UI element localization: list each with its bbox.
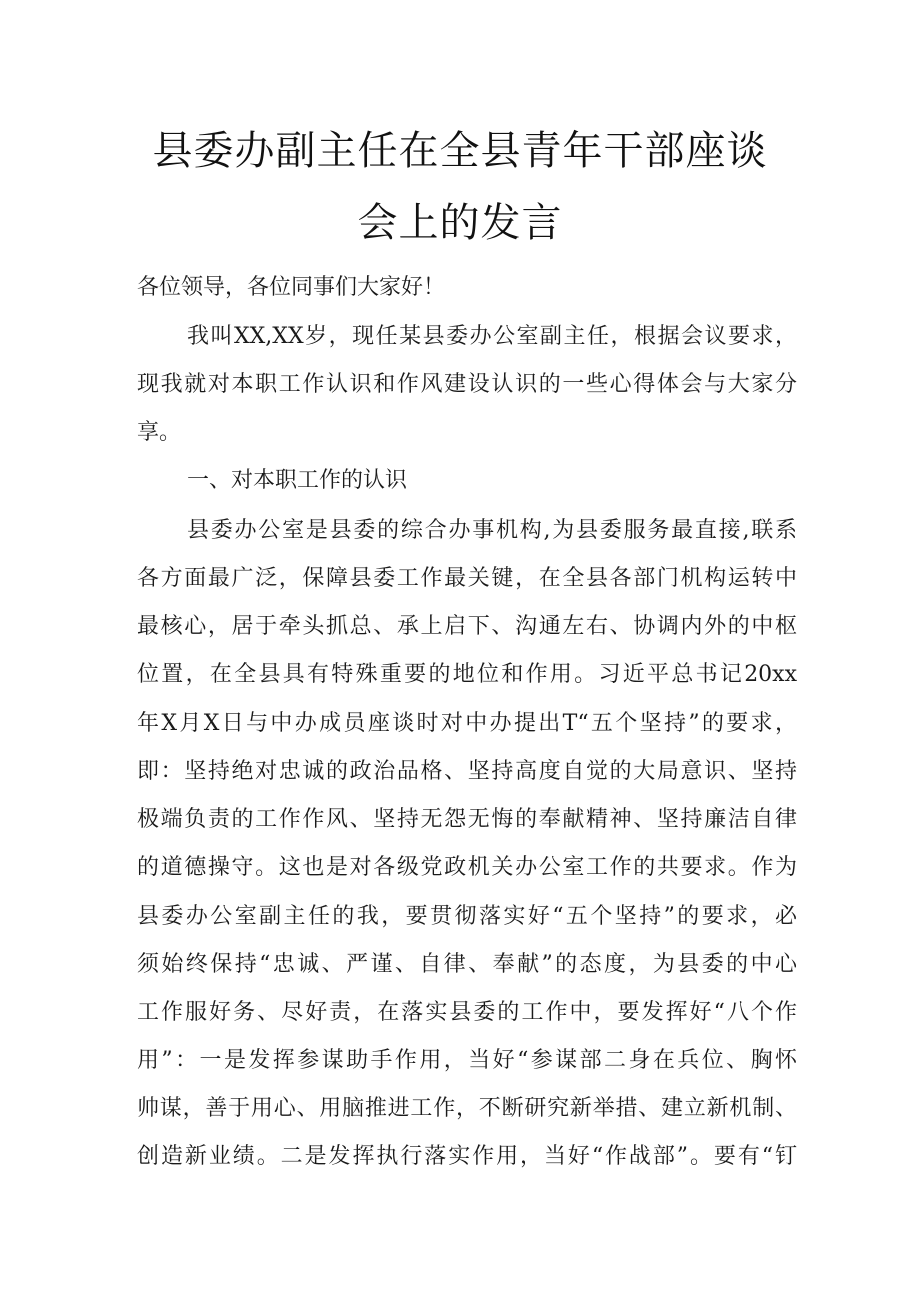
document-title-line-1: 县委办副主任在全县青年干部座谈	[152, 128, 768, 174]
section-line: 位置，在全县具有特殊重要的地位和作用。习近平总书记20xx	[137, 662, 797, 687]
intro-line: 现我就对本职工作认识和作风建设认识的一些心得体会与大家分	[137, 372, 797, 397]
section-line: 帅谋，善于用心、用脑推进工作，不断研究新举措、建立新机制、	[137, 1096, 797, 1121]
section-line: 创造新业绩。二是发挥执行落实作用，当好“作战部”。要有“钉	[137, 1144, 797, 1169]
section-line: 工作服好务、尽好责，在落实县委的工作中，要发挥好“八个作	[137, 1000, 797, 1025]
section-line: 的道德操守。这也是对各级党政机关办公室工作的共要求。作为	[137, 855, 797, 880]
section-line: 即：坚持绝对忠诚的政治品格、坚持高度自觉的大局意识、坚持	[137, 759, 797, 784]
section-line: 用”：一是发挥参谋助手作用，当好“参谋部二身在兵位、胸怀	[137, 1048, 797, 1073]
section-line: 各方面最广泛，保障县委工作最关键，在全县各部门机构运转中	[137, 566, 797, 591]
document-title-line-2: 会上的发言	[357, 200, 563, 246]
intro-line: 我叫XX,XX岁，现任某县委办公室副主任，根据会议要求，	[187, 324, 797, 349]
section-line: 极端负责的工作作风、坚持无怨无悔的奉献精神、坚持廉洁自律	[137, 807, 797, 832]
section-line: 最核心，居于牵头抓总、承上启下、沟通左右、协调内外的中枢	[137, 614, 797, 639]
section-heading: 一、对本职工作的认识	[187, 468, 408, 493]
section-line: 县委办公室副主任的我，要贯彻落实好“五个坚持”的要求，必	[137, 904, 797, 929]
section-line: 县委办公室是县委的综合办事机构,为县委服务最直接,联系	[187, 518, 797, 543]
greeting: 各位领导，各位同事们大家好！	[137, 275, 446, 300]
section-line: 年X月X日与中办成员座谈时对中办提出T“五个坚持”的要求，	[137, 711, 797, 736]
section-line: 须始终保持“忠诚、严谨、自律、奉献”的态度，为县委的中心	[137, 952, 797, 977]
intro-line: 享。	[137, 420, 182, 445]
